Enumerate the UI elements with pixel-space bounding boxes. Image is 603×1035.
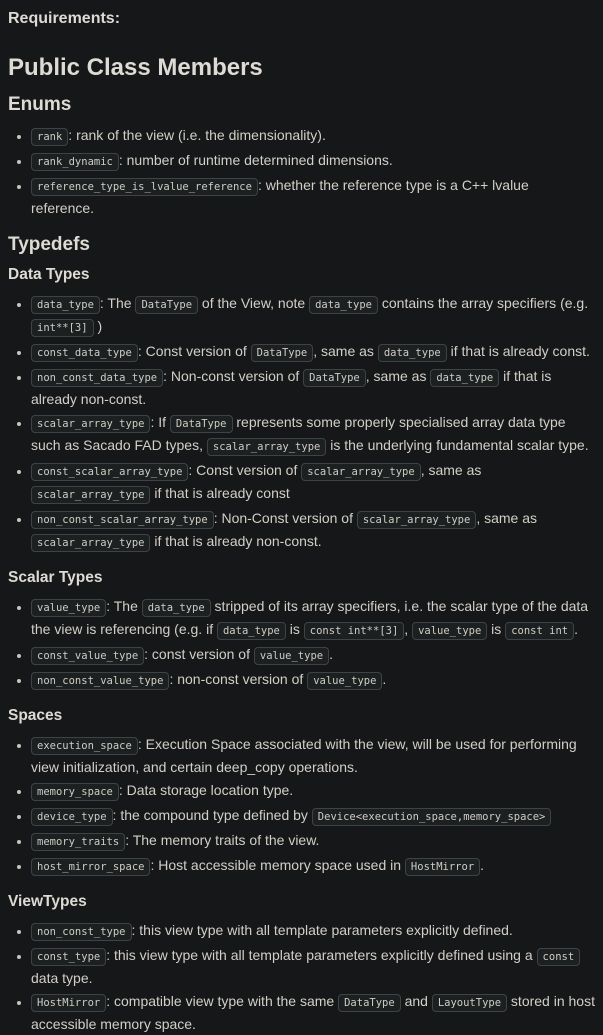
inline-code: const_type bbox=[31, 948, 106, 966]
heading-enums: Enums bbox=[8, 94, 72, 115]
inline-code: non_const_type bbox=[31, 923, 132, 941]
list-item: • memory_traits : The memory traits of the view. bbox=[31, 830, 595, 853]
inline-code: value_type bbox=[307, 672, 382, 690]
heading-scalar-types: Scalar Types bbox=[8, 569, 103, 586]
inline-code: value_type bbox=[412, 622, 487, 640]
inline-code: non_const_value_type bbox=[31, 672, 169, 690]
inline-code: DataType bbox=[135, 296, 198, 314]
subsection-scalar-types bbox=[8, 568, 595, 692]
view-types-list bbox=[8, 920, 595, 1035]
page-title: Public Class Members bbox=[8, 54, 263, 81]
scalar-types-list bbox=[8, 596, 595, 692]
list-item: • HostMirror : compatible view type with the same DataType and LayoutType stored in host accessible memory space. bbox=[31, 991, 595, 1035]
inline-code: execution_space bbox=[31, 737, 138, 755]
list-item: • value_type : The data_type stripped of its array specifiers, i.e. the scalar type of the data the view is referencing (e.g. if data_type is const int**[3] , value_type is const int . bbox=[31, 596, 595, 642]
inline-code: const_value_type bbox=[31, 647, 144, 665]
list-item: • device_type : the compound type defined by Device<execution_space,memory_space> bbox=[31, 805, 595, 828]
section-enums bbox=[8, 93, 595, 219]
inline-code: host_mirror_space bbox=[31, 858, 150, 876]
list-item: • const_value_type : const version of value_type . bbox=[31, 644, 595, 667]
inline-code: HostMirror bbox=[31, 994, 106, 1012]
inline-code: memory_traits bbox=[31, 833, 125, 851]
inline-code: device_type bbox=[31, 808, 113, 826]
list-item: • reference_type_is_lvalue_reference : whether the reference type is a C++ lvalue reference. bbox=[31, 175, 595, 219]
list-item: • rank_dynamic : number of runtime determined dimensions. bbox=[31, 150, 595, 173]
inline-code: data_type bbox=[142, 599, 211, 617]
inline-code: reference_type_is_lvalue_reference bbox=[31, 178, 258, 196]
subsection-data-types bbox=[8, 265, 595, 554]
inline-code: const_scalar_array_type bbox=[31, 463, 188, 481]
heading-view-types: ViewTypes bbox=[8, 893, 87, 910]
inline-code: rank bbox=[31, 128, 68, 146]
inline-code: Device<execution_space,memory_space> bbox=[312, 808, 552, 826]
inline-code: scalar_array_type bbox=[31, 486, 150, 504]
heading-typedefs: Typedefs bbox=[8, 234, 91, 255]
requirements-label: Requirements: bbox=[8, 10, 121, 27]
inline-code: LayoutType bbox=[432, 994, 507, 1012]
inline-code: value_type bbox=[31, 599, 106, 617]
enums-list bbox=[8, 125, 595, 219]
inline-code: non_const_scalar_array_type bbox=[31, 511, 214, 529]
inline-code: data_type bbox=[217, 622, 286, 640]
inline-code: data_type bbox=[378, 344, 447, 362]
inline-code: DataType bbox=[338, 994, 401, 1012]
inline-code: HostMirror bbox=[405, 858, 480, 876]
list-item: • non_const_type : this view type with all template parameters explicitly defined. bbox=[31, 920, 595, 943]
list-item: • execution_space : Execution Space associated with the view, will be used for performing view initialization, and certain deep_copy operations. bbox=[31, 734, 595, 778]
inline-code: scalar_array_type bbox=[31, 415, 150, 433]
inline-code: value_type bbox=[254, 647, 329, 665]
inline-code: scalar_array_type bbox=[357, 511, 476, 529]
subsection-view-types bbox=[8, 892, 595, 1035]
list-item: • host_mirror_space : Host accessible memory space used in HostMirror . bbox=[31, 855, 595, 878]
inline-code: int**[3] bbox=[31, 319, 94, 337]
inline-code: DataType bbox=[251, 344, 314, 362]
list-item: • scalar_array_type : If DataType represents some properly specialised array data type such as Sacado FAD types, scalar_array_type is the underlying fundamental scalar type. bbox=[31, 412, 595, 458]
inline-code: non_const_data_type bbox=[31, 369, 163, 387]
heading-spaces: Spaces bbox=[8, 707, 63, 724]
list-item: • const_scalar_array_type : Const version of scalar_array_type , same as scalar_array_type if that is already const bbox=[31, 460, 595, 506]
inline-code: memory_space bbox=[31, 783, 119, 801]
inline-code: data_type bbox=[31, 296, 100, 314]
documentation-content bbox=[8, 8, 595, 1035]
list-item: • non_const_data_type : Non-const version of DataType , same as data_type if that is already non-const. bbox=[31, 366, 595, 410]
list-item: • non_const_scalar_array_type : Non-Const version of scalar_array_type , same as scalar_array_type if that is already non-const. bbox=[31, 508, 595, 554]
inline-code: data_type bbox=[309, 296, 378, 314]
inline-code: rank_dynamic bbox=[31, 153, 119, 171]
heading-data-types: Data Types bbox=[8, 266, 90, 283]
spaces-list bbox=[8, 734, 595, 878]
inline-code: scalar_array_type bbox=[301, 463, 420, 481]
list-item: • data_type : The DataType of the View, note data_type contains the array specifiers (e.g. int**[3] ) bbox=[31, 293, 595, 339]
subsection-spaces bbox=[8, 706, 595, 878]
inline-code: const int bbox=[505, 622, 574, 640]
list-item: • const_type : this view type with all template parameters explicitly defined using a const data type. bbox=[31, 945, 595, 989]
inline-code: scalar_array_type bbox=[31, 534, 150, 552]
list-item: • const_data_type : Const version of DataType , same as data_type if that is already const. bbox=[31, 341, 595, 364]
list-item: • non_const_value_type : non-const version of value_type . bbox=[31, 669, 595, 692]
data-types-list bbox=[8, 293, 595, 554]
list-item: • rank : rank of the view (i.e. the dimensionality). bbox=[31, 125, 595, 148]
inline-code: DataType bbox=[170, 415, 233, 433]
inline-code: scalar_array_type bbox=[207, 438, 326, 456]
inline-code: const bbox=[537, 948, 581, 966]
inline-code: data_type bbox=[430, 369, 499, 387]
inline-code: DataType bbox=[303, 369, 366, 387]
inline-code: const int**[3] bbox=[304, 622, 405, 640]
list-item: • memory_space : Data storage location type. bbox=[31, 780, 595, 803]
section-typedefs bbox=[8, 233, 595, 1035]
inline-code: const_data_type bbox=[31, 344, 138, 362]
